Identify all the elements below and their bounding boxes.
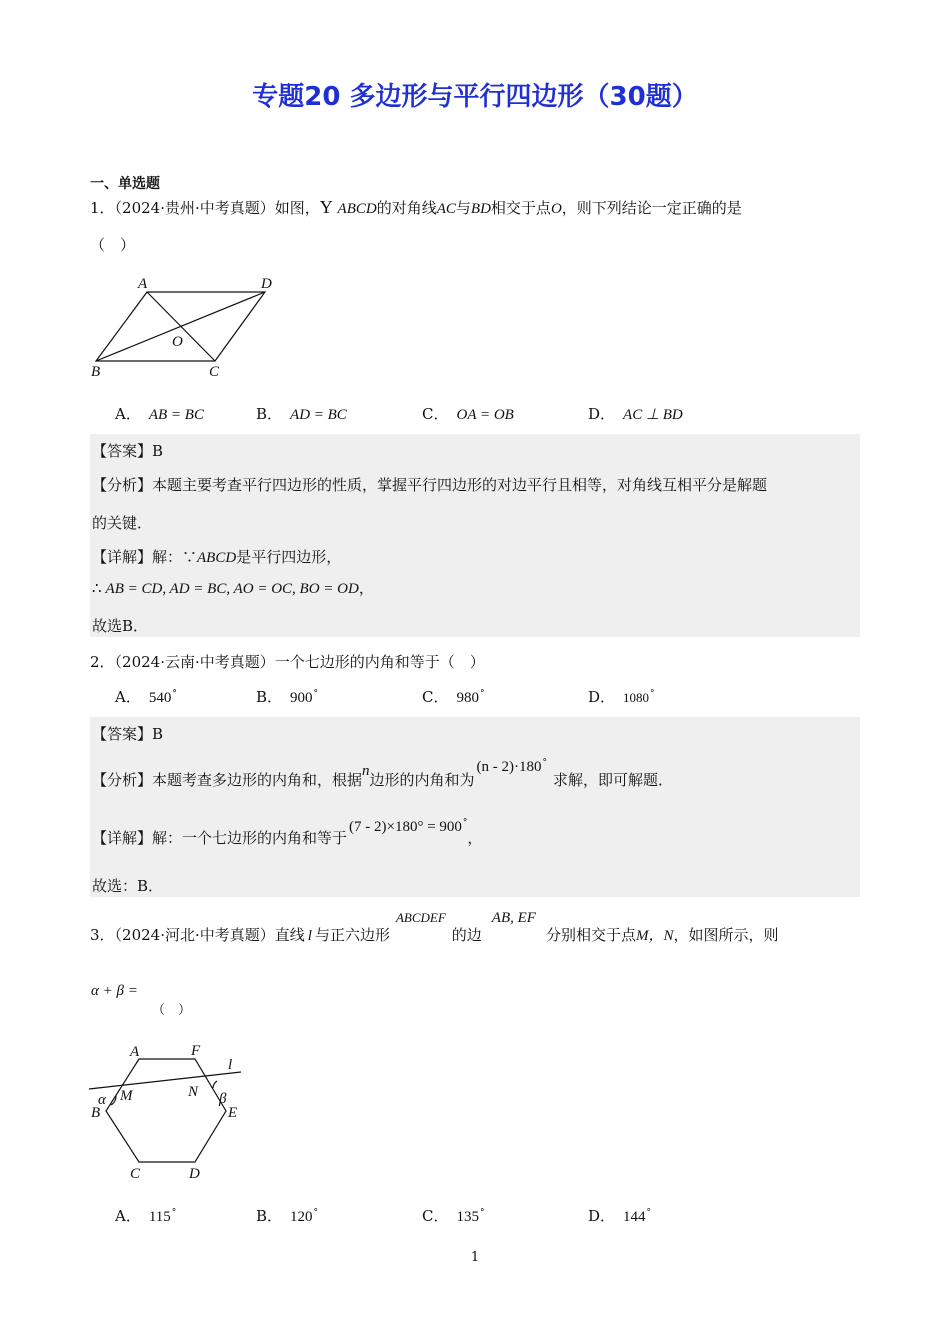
parallelogram-symbol: Y [319, 197, 333, 217]
label-beta: β [219, 1091, 227, 1107]
q3-paren: （ ） [152, 1003, 192, 1018]
label-alpha: α [98, 1092, 106, 1108]
q1-answer-box [90, 434, 860, 637]
q1-option-a[interactable]: A． AB = BC [115, 405, 204, 423]
q2-answer: 【答案】B [92, 725, 164, 743]
q2-option-a[interactable]: A． 540° [115, 688, 177, 706]
label-a: A [130, 1044, 140, 1060]
page-title: 专题20 多边形与平行四边形（30题） [252, 82, 698, 112]
q1-stem-text-a: 1．（2024·贵州·中考真题）如图， [90, 199, 320, 217]
label-b: B [91, 364, 101, 380]
q3-option-a[interactable]: A． 115° [115, 1207, 177, 1225]
q1-choose: 故选B． [92, 617, 149, 635]
label-c: C [130, 1166, 141, 1182]
label-m: M [120, 1088, 133, 1104]
line-l [89, 1072, 241, 1089]
q1-option-c[interactable]: C． OA = OB [422, 405, 514, 423]
q1-option-b[interactable]: B． AD = BC [256, 405, 347, 423]
q1-abcd: ABCD [337, 201, 377, 217]
q1-stem-text-c: 与 [455, 199, 471, 217]
q1-paren: （ ） [90, 236, 136, 254]
q1-detail: 【详解】解：∵ABCD是平行四边形， [92, 548, 342, 566]
q2-option-c[interactable]: C． 980° [422, 688, 485, 706]
label-d: D [189, 1166, 200, 1182]
q1-stem-text-d: 相交于点 [490, 199, 551, 217]
q1-answer: 【答案】B [92, 442, 164, 460]
q2-option-b[interactable]: B． 900° [256, 688, 319, 706]
label-n: N [188, 1084, 199, 1100]
q1-analysis-2: 的关键． [92, 514, 153, 532]
q2-choose: 故选：B． [92, 877, 164, 895]
q2-answer-box [90, 717, 860, 897]
q1-o: O [550, 201, 562, 217]
hexagon-shape [106, 1059, 226, 1162]
label-o: O [172, 334, 183, 350]
label-f: F [191, 1043, 201, 1059]
label-e: E [228, 1105, 238, 1121]
q1-bd: BD [470, 201, 491, 217]
q1-analysis-1: 【分析】本题主要考查平行四边形的性质，掌握平行四边形的对边平行且相等，对角线互相平分是解题 [92, 476, 768, 494]
q2-stem: 2．（2024·云南·中考真题）一个七边形的内角和等于（ ） [90, 653, 485, 671]
q1-stem [90, 197, 742, 218]
q2-detail: 【详解】解：一个七边形的内角和等于(7 - 2)×180° = 900°， [92, 818, 483, 847]
label-l: l [228, 1057, 233, 1073]
q1-parallelogram-figure [85, 272, 285, 384]
q3-alpha-beta: α + β = [91, 983, 138, 999]
q2-analysis: 【分析】本题考查多边形的内角和，根据n边形的内角和为(n - 2)·180°求解，即可解题． [92, 758, 674, 789]
label-c: C [209, 364, 220, 380]
label-d: D [261, 276, 272, 292]
q3-hexagon-figure [85, 1040, 250, 1185]
beta-arc [213, 1081, 217, 1088]
q3-option-c[interactable]: C． 135° [422, 1207, 485, 1225]
q3-stem: 3．（2024·河北·中考真题）直线 l 与正六边形ABCDEF的边AB, EF分别相交于点M，N，如图所示，则 [90, 910, 779, 944]
q1-ac: AC [436, 201, 456, 217]
q1-stem-text-b: 的对角线 [376, 199, 437, 217]
label-b: B [91, 1105, 101, 1121]
q1-stem-text-e: ，则下列结论一定正确的是 [561, 199, 742, 217]
section-heading: 一、单选题 [90, 176, 160, 192]
label-a: A [138, 276, 148, 292]
q3-option-b[interactable]: B． 120° [256, 1207, 319, 1225]
page-number: 1 [470, 1250, 480, 1265]
q2-option-d[interactable]: D． 1080° [588, 688, 655, 706]
q3-option-d[interactable]: D． 144° [588, 1207, 652, 1225]
q1-option-d[interactable]: D． AC ⊥ BD [588, 405, 683, 423]
q1-equations: ∴ AB = CD, AD = BC, AO = OC, BO = OD， [92, 579, 374, 597]
